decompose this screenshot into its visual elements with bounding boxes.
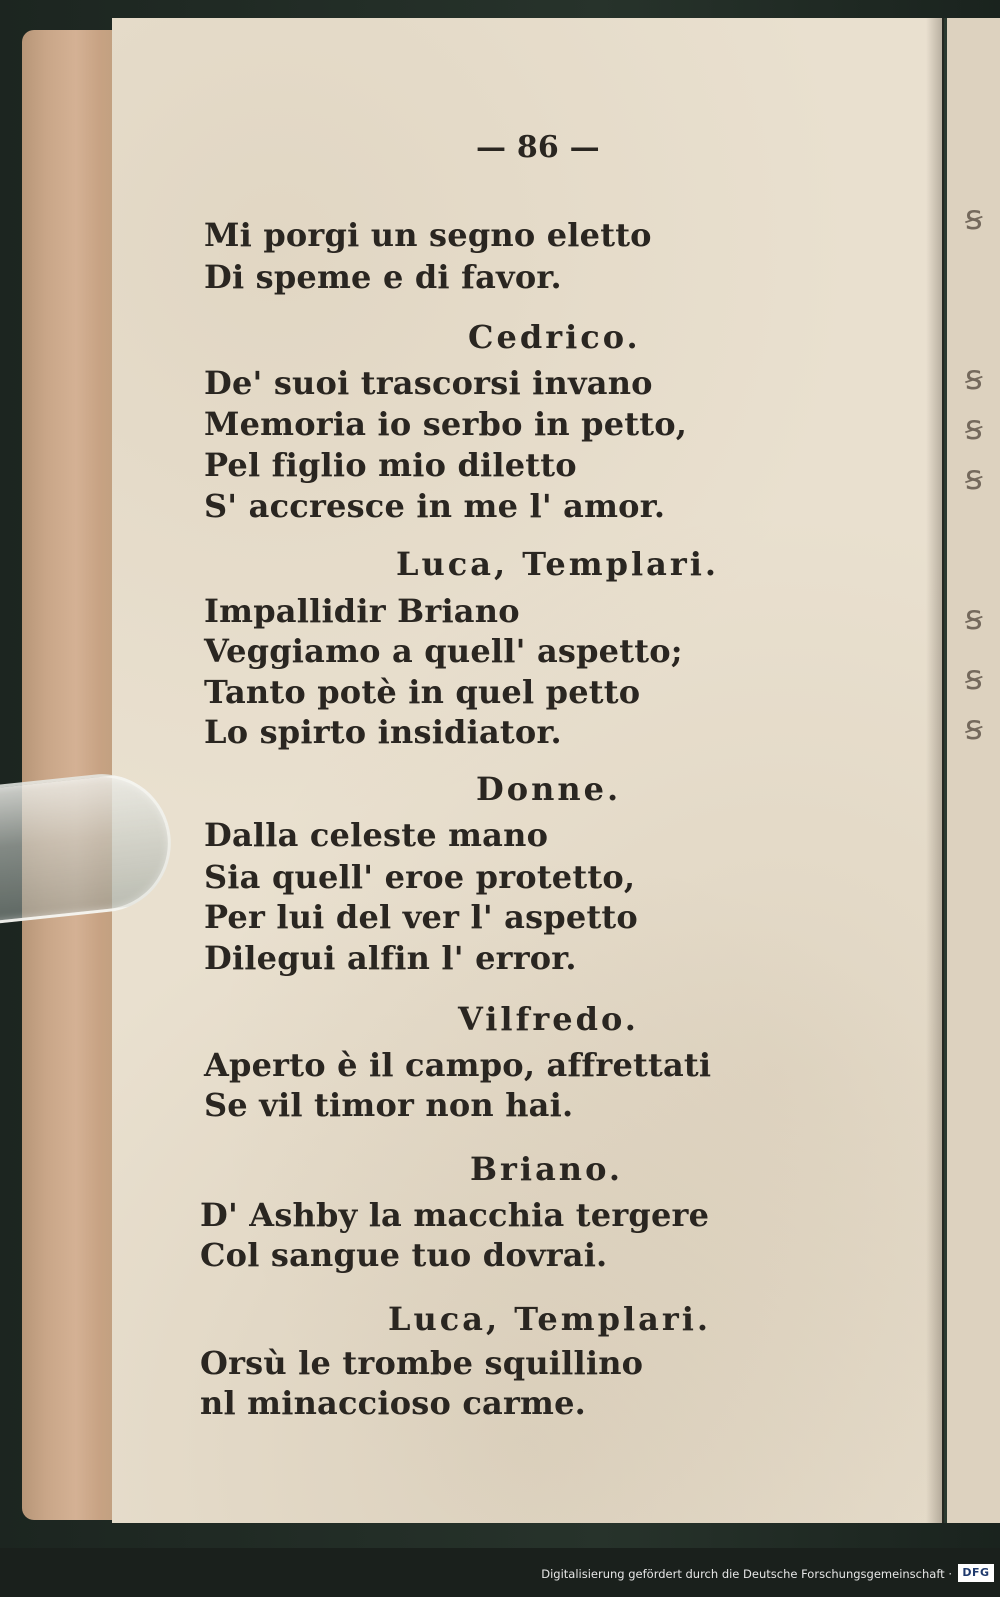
bleed-through-glyph: ꞩ [965, 358, 983, 398]
verse-line: D' Ashby la macchia tergere [200, 1196, 710, 1234]
verse-line: Orsù le trombe squillino [200, 1344, 644, 1382]
verse-line: Mi porgi un segno eletto [204, 216, 652, 254]
footer-bar [0, 1548, 1000, 1597]
verse-line: Dalla celeste mano [204, 816, 549, 854]
verse-line: Veggiamo a quell' aspetto; [204, 632, 683, 670]
speaker-heading: Cedrico. [468, 318, 641, 356]
bleed-through-glyph: ꞩ [965, 708, 983, 748]
bleed-through-glyph: ꞩ [965, 598, 983, 638]
bleed-through-glyph: ꞩ [965, 458, 983, 498]
speaker-heading: Vilfredo. [458, 1000, 639, 1038]
verse-line: Per lui del ver l' aspetto [204, 898, 638, 936]
digitization-credit: Digitalisierung gefördert durch die Deutsche Forschungsgemeinschaft · [541, 1567, 952, 1581]
dfg-logo: DFG [958, 1564, 994, 1582]
verse-line: De' suoi trascorsi invano [204, 364, 653, 402]
verse-line: Pel figlio mio diletto [204, 446, 577, 484]
speaker-heading: Luca, Templari. [396, 545, 720, 583]
verse-line: Tanto potè in quel petto [204, 673, 641, 711]
speaker-heading: Donne. [476, 770, 622, 808]
verse-line: Impallidir Briano [204, 592, 520, 630]
bleed-through-glyph: ꞩ [965, 658, 983, 698]
speaker-heading: Briano. [470, 1150, 623, 1188]
page-number: — 86 — [476, 130, 600, 165]
spine-shadow [926, 18, 946, 1523]
verse-line: Lo spirto insidiator. [204, 713, 562, 751]
verse-line: S' accresce in me l' amor. [204, 487, 666, 525]
verse-line: Se vil timor non hai. [204, 1086, 574, 1124]
book-page [112, 18, 942, 1523]
verse-line: Di speme e di favor. [204, 258, 562, 296]
bleed-through-glyph: ꞩ [965, 408, 983, 448]
speaker-heading: Luca, Templari. [388, 1300, 712, 1338]
bleed-through-glyph: ꞩ [965, 198, 983, 238]
verse-line: Dilegui alfin l' error. [204, 939, 577, 977]
verse-line: nl minaccioso carme. [200, 1384, 586, 1422]
verse-line: Sia quell' eroe protetto, [204, 858, 636, 896]
verse-line: Col sangue tuo dovrai. [200, 1236, 608, 1274]
verse-line: Memoria io serbo in petto, [204, 405, 688, 443]
adjacent-page [944, 18, 1000, 1523]
verse-line: Aperto è il campo, affrettati [204, 1046, 712, 1084]
